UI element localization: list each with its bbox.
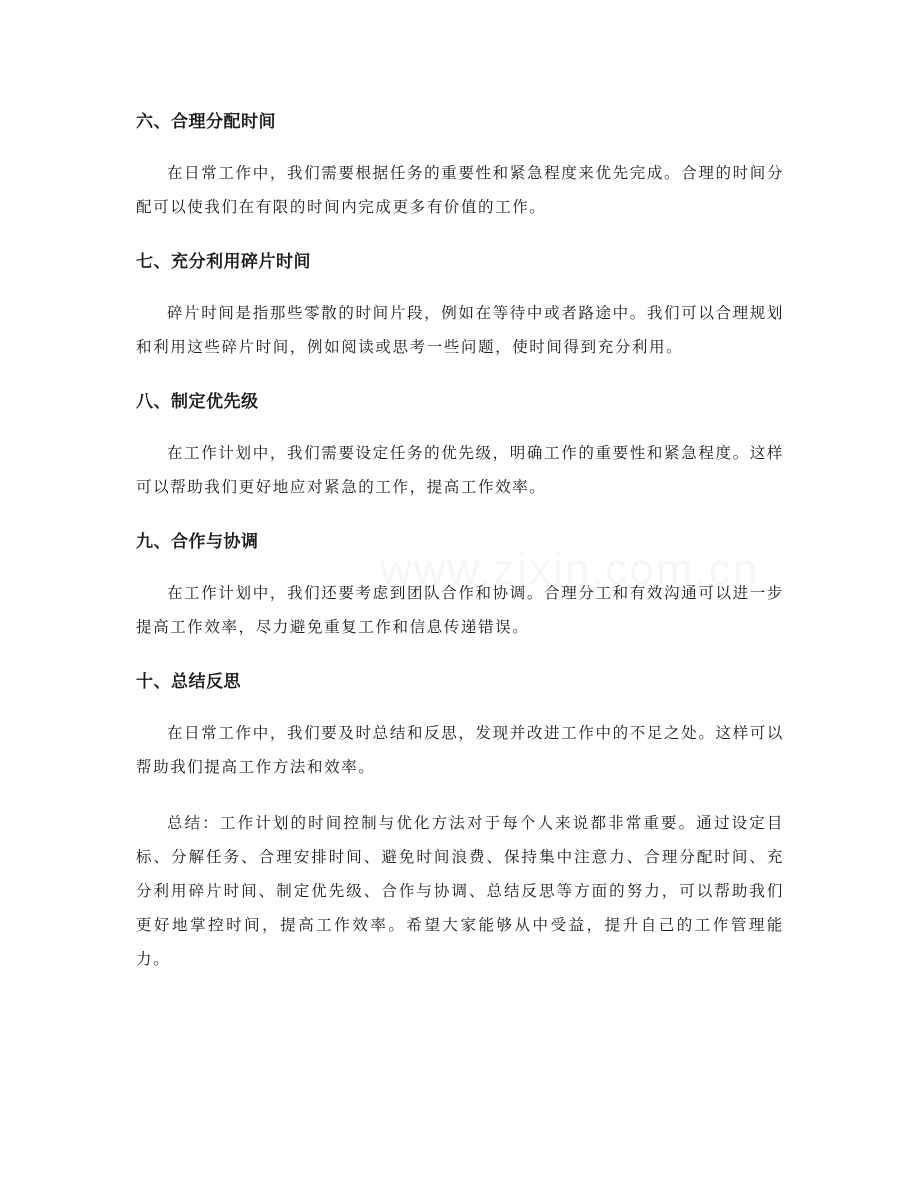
section-8-title: 八、制定优先级	[136, 392, 259, 412]
section-9-title: 九、合作与协调	[136, 532, 259, 552]
document-body	[136, 104, 784, 976]
summary-paragraph: 总结：工作计划的时间控制与优化方法对于每个人来说都非常重要。通过设定目标、分解任务、合理安排时间、避免时间浪费、保持集中注意力、合理分配时间、充分利用碎片时间、制定优先级、合作与协调、总结反思等方面的努力，可以帮助我们更好地掌控时间，提高工作效率。希望大家能够从中受益，提升自己的工作管理能力。	[136, 814, 784, 968]
section-6-title: 六、合理分配时间	[136, 112, 276, 132]
section-9-paragraph: 在工作计划中，我们还要考虑到团队合作和协调。合理分工和有效沟通可以进一步提高工作效率，尽力避免重复工作和信息传递错误。	[136, 584, 784, 636]
section-10-paragraph: 在日常工作中，我们要及时总结和反思，发现并改进工作中的不足之处。这样可以帮助我们提高工作方法和效率。	[136, 724, 784, 776]
section-7-title: 七、充分利用碎片时间	[136, 252, 311, 272]
section-6-paragraph: 在日常工作中，我们需要根据任务的重要性和紧急程度来优先完成。合理的时间分配可以使我们在有限的时间内完成更多有价值的工作。	[136, 164, 784, 216]
section-7-paragraph: 碎片时间是指那些零散的时间片段，例如在等待中或者路途中。我们可以合理规划和利用这些碎片时间，例如阅读或思考一些问题，使时间得到充分利用。	[136, 304, 784, 356]
section-10-title: 十、总结反思	[136, 672, 241, 692]
section-8-paragraph: 在工作计划中，我们需要设定任务的优先级，明确工作的重要性和紧急程度。这样可以帮助我们更好地应对紧急的工作，提高工作效率。	[136, 444, 784, 496]
